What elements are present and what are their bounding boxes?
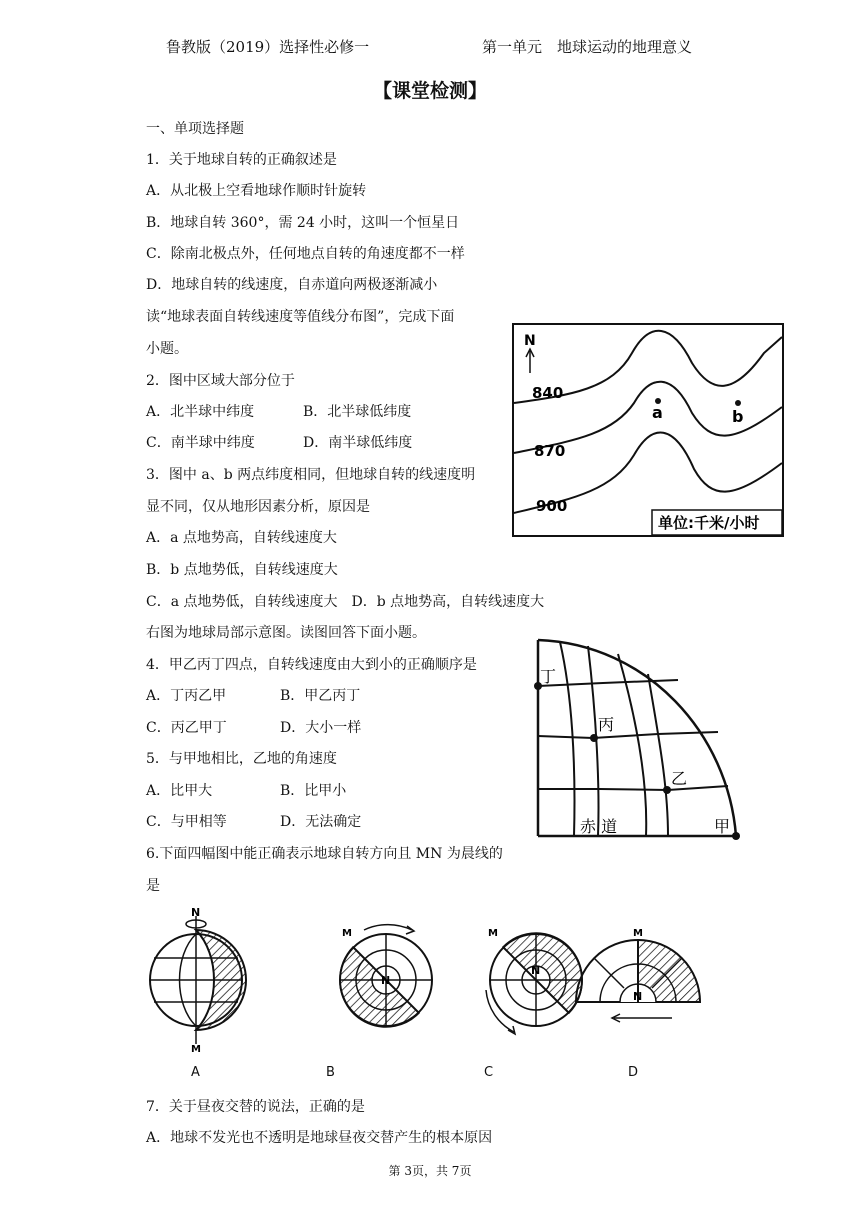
q4-option-b: B．甲乙丙丁 — [280, 688, 361, 704]
q5-option-c: C．与甲相等 — [146, 814, 227, 830]
q6-line2: 是 — [146, 878, 160, 894]
section-heading: 一、单项选择题 — [146, 121, 244, 137]
read1-line2: 小题。 — [146, 341, 188, 357]
point-bing-dot — [590, 734, 598, 742]
q3-line1: 3．图中 a、b 两点纬度相同，但地球自转的线速度明 — [146, 467, 476, 483]
q3-option-b: B．b 点地势低，自转线速度大 — [146, 562, 338, 578]
q1-option-a: A．从北极上空看地球作顺时针旋转 — [146, 183, 367, 199]
point-a-label: a — [652, 403, 663, 422]
svg-text:M: M — [342, 928, 352, 939]
q3-option-a: A．a 点地势高，自转线速度大 — [146, 530, 337, 546]
unit-label: 单位:千米/小时 — [658, 514, 760, 532]
diagram-a — [150, 906, 246, 1055]
isoline-label-870: 870 — [534, 442, 566, 460]
label-ding: 丁 — [540, 667, 557, 686]
label-equator: 赤 道 — [580, 817, 618, 836]
header-right: 第一单元 地球运动的地理意义 — [482, 38, 693, 56]
caption-d: D — [628, 1065, 639, 1080]
q3-line2: 显不同，仅从地形因素分析，原因是 — [146, 499, 370, 515]
q7-stem: 7．关于昼夜交替的说法，正确的是 — [146, 1099, 365, 1115]
svg-text:N: N — [531, 964, 541, 977]
point-b-label: b — [732, 407, 744, 426]
svg-text:M: M — [191, 1044, 201, 1055]
label-bing: 丙 — [598, 715, 615, 734]
isoline-label-900: 900 — [536, 497, 568, 515]
read2-text: 右图为地球局部示意图。读图回答下面小题。 — [146, 625, 426, 641]
q1-option-b: B．地球自转 360°，需 24 小时，这叫一个恒星日 — [146, 215, 460, 231]
q2-option-b: B．北半球低纬度 — [303, 404, 412, 420]
svg-text:N: N — [633, 990, 643, 1003]
q5-option-b: B．比甲小 — [280, 783, 347, 799]
q5-option-a: A．比甲大 — [146, 783, 213, 799]
read1-line1: 读“地球表面自转线速度等值线分布图”，完成下面 — [146, 309, 455, 325]
isoline-label-840: 840 — [532, 384, 564, 402]
isoline-figure — [512, 323, 784, 537]
rotation-diagrams-figure — [140, 900, 720, 1060]
q4-option-d: D．大小一样 — [280, 720, 362, 736]
q2-option-c: C．南半球中纬度 — [146, 435, 255, 451]
q1-stem: 1．关于地球自转的正确叙述是 — [146, 152, 337, 168]
q4-option-a: A．丁丙乙甲 — [146, 688, 227, 704]
q4-stem: 4．甲乙丙丁四点，自转线速度由大到小的正确顺序是 — [146, 657, 477, 673]
page-title: 【课堂检测】 — [372, 80, 487, 102]
svg-text:M: M — [488, 928, 498, 939]
point-b-dot — [735, 400, 741, 406]
diagram-c — [486, 928, 582, 1034]
caption-b: B — [326, 1065, 335, 1080]
label-jia: 甲 — [714, 817, 731, 836]
point-jia-dot — [732, 832, 740, 840]
q3-option-cd: C．a 点地势低，自转线速度大 D．b 点地势高，自转线速度大 — [146, 594, 545, 610]
svg-text:N: N — [191, 906, 201, 919]
svg-text:N: N — [381, 974, 391, 987]
q4-option-c: C．丙乙甲丁 — [146, 720, 227, 736]
q2-option-d: D．南半球低纬度 — [303, 435, 413, 451]
q2-option-a: A．北半球中纬度 — [146, 404, 255, 420]
q1-option-d: D．地球自转的线速度，自赤道向两极逐渐减小 — [146, 277, 438, 293]
q7-option-a: A．地球不发光也不透明是地球昼夜交替产生的根本原因 — [146, 1130, 493, 1146]
q1-option-c: C．除南北极点外，任何地点自转的角速度都不一样 — [146, 246, 465, 262]
page-footer: 第 3页，共 7页 — [388, 1164, 472, 1178]
label-yi: 乙 — [671, 769, 688, 788]
point-yi-dot — [663, 786, 671, 794]
earth-partial-figure — [528, 634, 754, 848]
caption-a: A — [191, 1065, 200, 1080]
svg-text:M: M — [633, 928, 643, 939]
diagram-d — [576, 928, 700, 1022]
caption-c: C — [484, 1065, 494, 1080]
q2-stem: 2．图中区域大部分位于 — [146, 373, 295, 389]
north-label: N — [524, 333, 536, 349]
q5-stem: 5．与甲地相比，乙地的角速度 — [146, 751, 337, 767]
header-left: 鲁教版（2019）选择性必修一 — [166, 38, 370, 56]
q6-line1: 6.下面四幅图中能正确表示地球自转方向且 MN 为晨线的 — [146, 846, 503, 862]
q5-option-d: D．无法确定 — [280, 814, 362, 830]
diagram-b — [340, 925, 432, 1027]
